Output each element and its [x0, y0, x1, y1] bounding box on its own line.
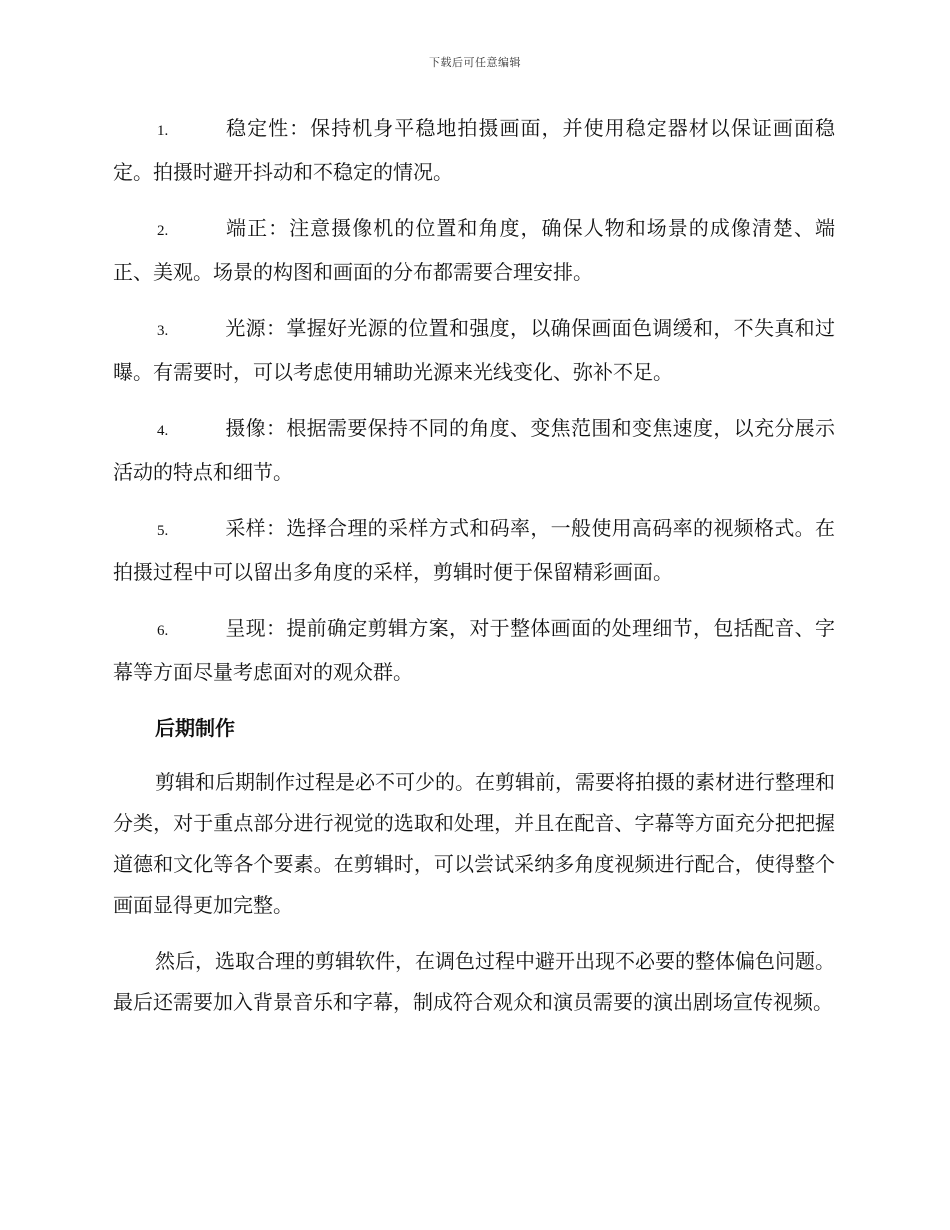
list-item-number: 2.	[157, 223, 169, 239]
list-item	[113, 608, 835, 693]
list-item-number: 6.	[157, 623, 169, 639]
list-item	[113, 108, 835, 193]
list-item-number: 5.	[157, 523, 169, 539]
list-item-text: 光源：掌握好光源的位置和强度，以确保画面色调缓和，不失真和过曝。有需要时，可以考虑使用辅助光源来光线变化、弥补不足。	[113, 316, 835, 384]
list-item	[113, 508, 835, 593]
list-item-text: 摄像：根据需要保持不同的角度、变焦范围和变焦速度，以充分展示活动的特点和细节。	[113, 416, 835, 484]
list-item	[113, 308, 835, 393]
list-item-number: 3.	[157, 323, 169, 339]
list-item-number: 1.	[157, 123, 169, 139]
list-item	[113, 408, 835, 493]
list-item-text: 呈现：提前确定剪辑方案，对于整体画面的处理细节，包括配音、字幕等方面尽量考虑面对的观众群。	[113, 616, 835, 684]
list-item-number: 4.	[157, 423, 169, 439]
page-header: 下载后可任意编辑	[429, 56, 521, 69]
document-body	[113, 108, 835, 1038]
section-heading: 后期制作	[155, 716, 235, 740]
list-item-text: 稳定性：保持机身平稳地拍摄画面，并使用稳定器材以保证画面稳定。拍摄时避开抖动和不稳定的情况。	[113, 116, 835, 184]
list-item-text: 端正：注意摄像机的位置和角度，确保人物和场景的成像清楚、端正、美观。场景的构图和画面的分布都需要合理安排。	[113, 216, 835, 284]
body-paragraph: 然后，选取合理的剪辑软件，在调色过程中避开出现不必要的整体偏色问题。最后还需要加入背景音乐和字幕，制成符合观众和演员需要的演出剧场宣传视频。	[113, 949, 835, 1014]
body-paragraph: 剪辑和后期制作过程是必不可少的。在剪辑前，需要将拍摄的素材进行整理和分类，对于重点部分进行视觉的选取和处理，并且在配音、字幕等方面充分把把握道德和文化等各个要素。在剪辑时，可以尝试采纳多角度视频进行配合，使得整个画面显得更加完整。	[113, 770, 835, 917]
list-item-text: 采样：选择合理的采样方式和码率，一般使用高码率的视频格式。在拍摄过程中可以留出多角度的采样，剪辑时便于保留精彩画面。	[113, 516, 835, 584]
list-item	[113, 208, 835, 293]
